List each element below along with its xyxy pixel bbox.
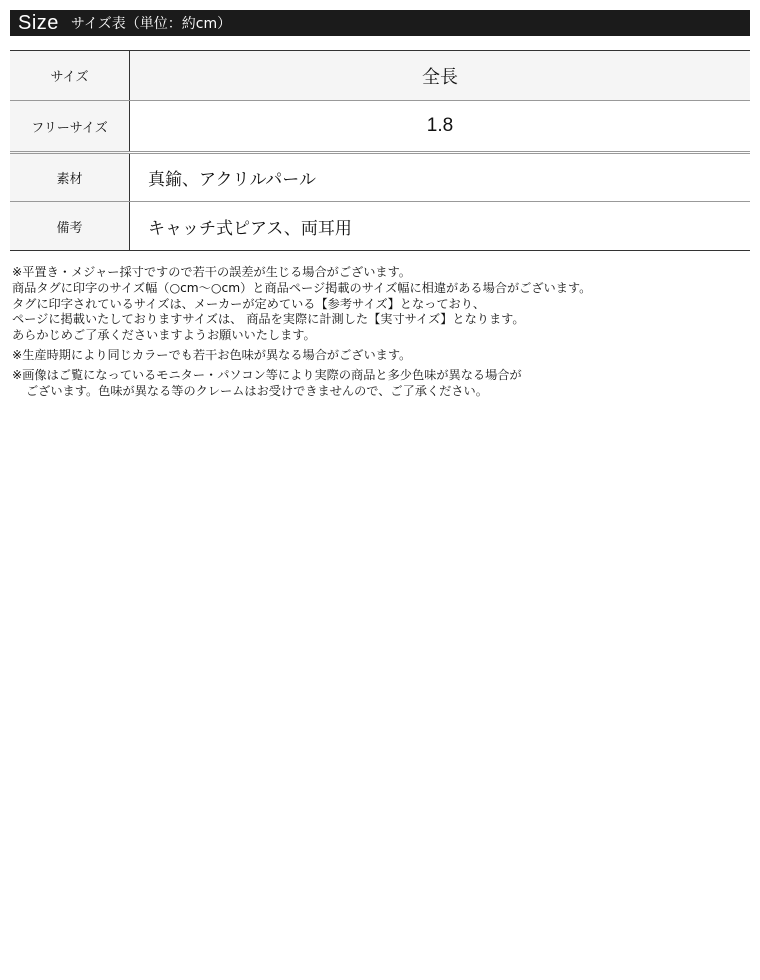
note-value: キャッチ式ピアス、両耳用 — [130, 202, 751, 251]
size-header-bar — [10, 10, 750, 36]
material-row — [10, 153, 750, 202]
size-title: Size — [18, 11, 59, 34]
note-line-measurement-error: ※平置き・メジャー採寸ですので若干の誤差が生じる場合がございます。 — [12, 265, 411, 279]
note-line-color-variation: ※生産時期により同じカラーでも若干お色味が異なる場合がございます。 — [12, 347, 412, 362]
note-line-tag-size: タグに印字されているサイズは、メーカーが定めている【参考サイズ】となっており、 — [12, 296, 486, 311]
length-column-header: 全長 — [130, 51, 751, 101]
size-column-label: サイズ — [10, 51, 130, 101]
table-header-row — [10, 51, 750, 101]
size-table — [10, 50, 750, 251]
note-line-actual-size: ページに掲載いたしておりますサイズは、 商品を実際に計測した【実寸サイズ】となります。 — [12, 312, 525, 327]
free-size-label: フリーサイズ — [10, 101, 130, 153]
material-value: 真鍮、アクリルパール — [130, 153, 751, 202]
note-line-acknowledge: あらかじめご了承くださいますようお願いいたします。 — [12, 328, 316, 343]
size-notes — [12, 265, 748, 399]
size-table-subtitle: サイズ表（単位：約cm） — [70, 16, 232, 32]
free-size-row — [10, 101, 750, 153]
free-size-length-value: 1.8 — [130, 101, 751, 153]
material-label: 素材 — [10, 153, 130, 202]
note-row — [10, 202, 750, 251]
note-line-monitor: ※画像はご覧になっているモニター・パソコン等により実際の商品と多少色味が異なる場合が — [12, 367, 522, 382]
note-line-claims: ございます。色味が異なる等のクレームはお受けできませんので、ご了承ください。 — [26, 383, 488, 398]
note-label: 備考 — [10, 202, 130, 251]
note-line-size-range: 商品タグに印字のサイズ幅（○cm〜○cm）と商品ページ掲載のサイズ幅に相違がある場合がございます。 — [12, 280, 592, 295]
